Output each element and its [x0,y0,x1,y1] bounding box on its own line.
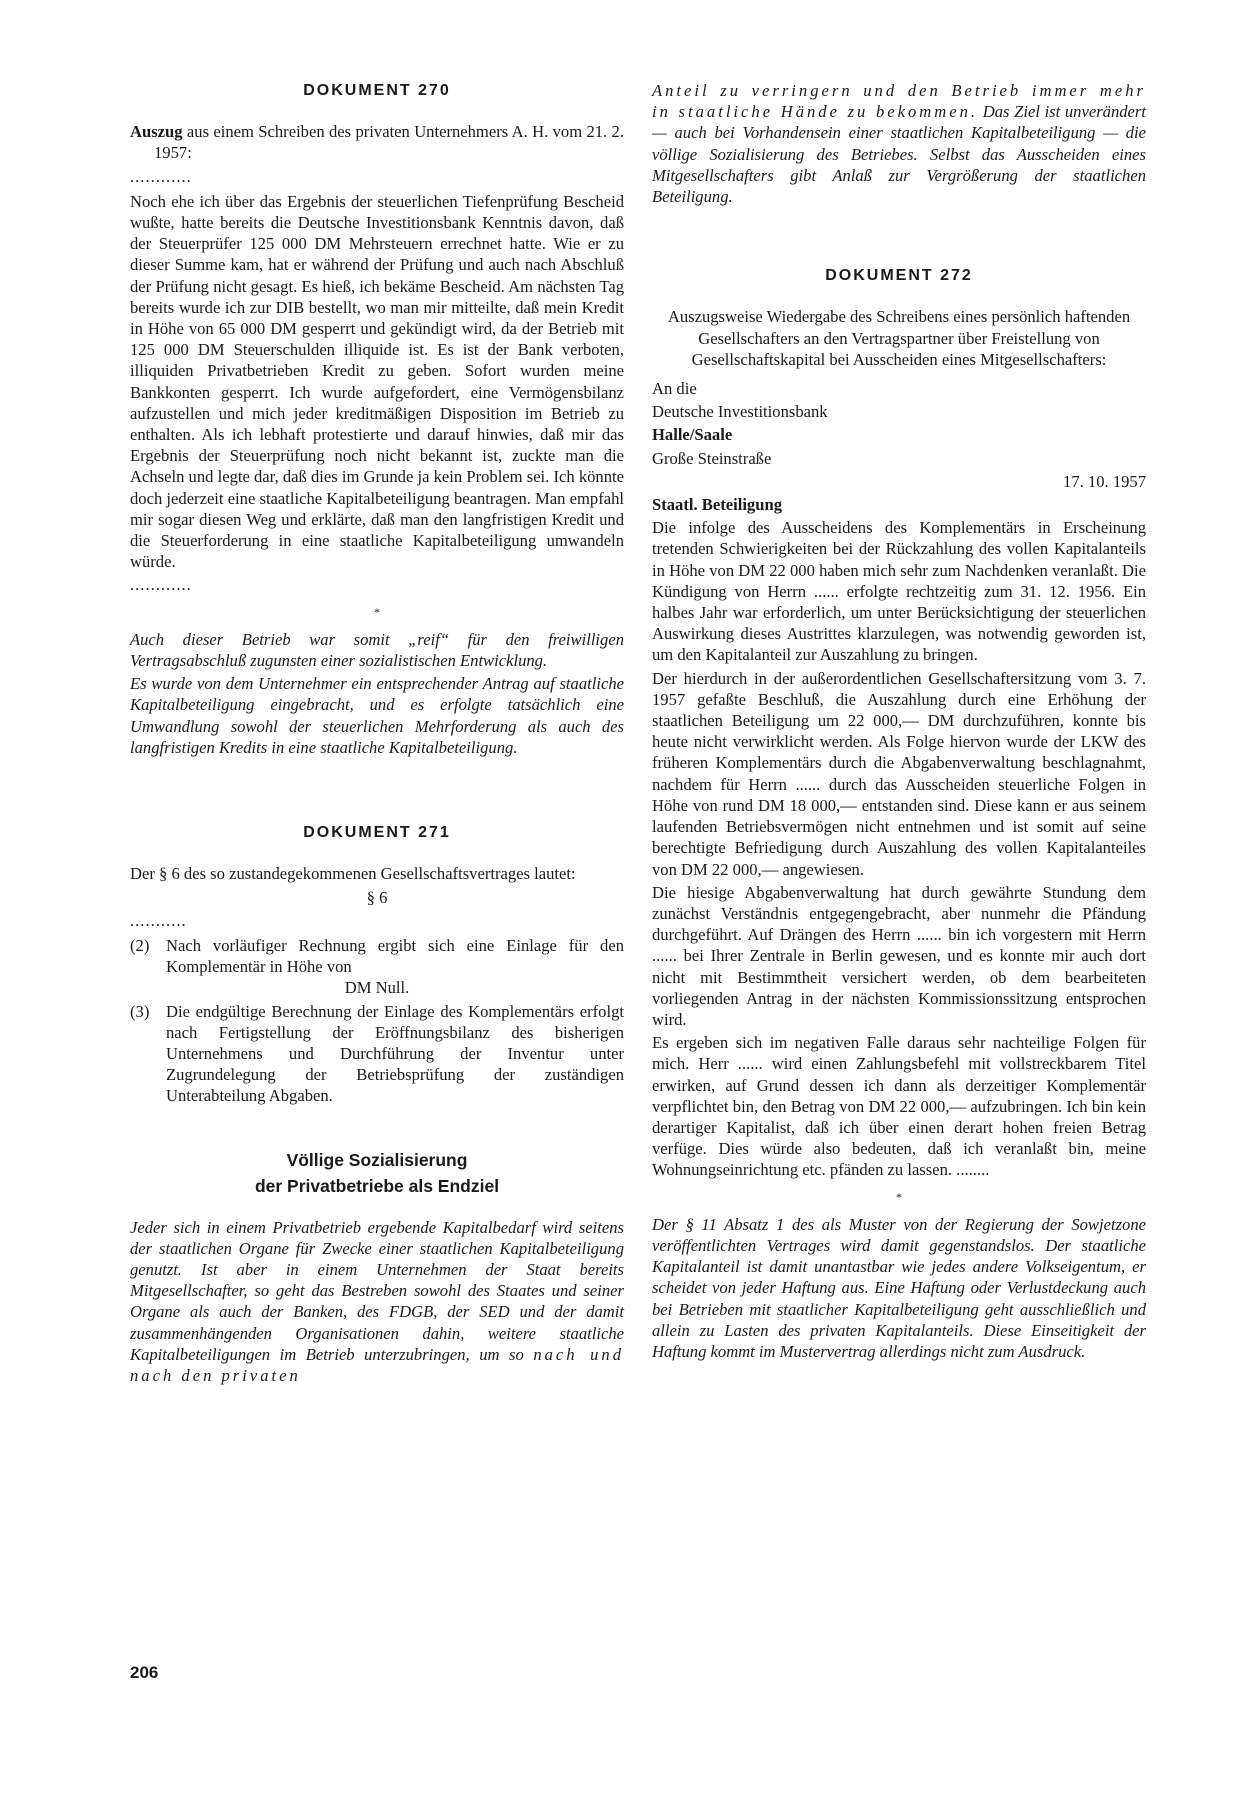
letter-paragraph-1: Die infolge des Ausscheidens des Komplementärs in Erscheinung tretenden Schwierigkeiten bei der Rückzahlung des vollen Kapitalanteils in Höhe von DM 22 000 haben mich sehr zum Nachdenken veranlaßt. Die Kündigung von Herrn ...... erfolgte rechtzeitig zum 31. 12. 1956. Ein halbes Jahr war erforderlich, um unter Berücksichtigung der steuerlichen Auswirkung dieses Austrittes klarzulegen, was notwendig geworden ist, um den Kapitalanteil zur Auszahlung zu bringen. [652,518,1146,665]
clause-2-value: DM Null. [344,978,410,998]
section-text-main: Jeder sich in einem Privatbetrieb ergebende Kapitalbedarf wird seitens der staatlichen Organe für Zwecke einer staatlichen Kapitalbeteiligung genutzt. Ist aber in einem Unternehmen der Staat bereits Mitgesellschafter, so geht das Bestreben sowohl des Staates und seiner Organe als auch der Banken, des FDGB, der SED und der damit zusammenhängenden Organisationen dahin, weitere staatliche Kapitalbeteiligungen im Betrieb unterzubringen, um so [130,1217,624,1364]
asterisk-separator: * [896,1189,902,1204]
clause-number: (3) [130,1001,150,1021]
clause-2 [130,935,624,977]
letter-date: 17. 10. 1957 [1063,471,1146,491]
doc271-intro: Der § 6 des so zustandegekommenen Gesellschaftsvertrages lautet: [130,864,576,884]
address-line-1: An die [652,379,697,399]
heading-dokument-272: DOKUMENT 272 [825,267,973,285]
doc270-comment-1: Auch dieser Betrieb war somit „reif“ für den freiwilligen Vertragsabschluß zugunsten einer sozialistischen Entwicklung. [130,629,624,671]
letter-subject: Staatl. Beteiligung [652,495,782,515]
doc272-comment: Der § 11 Absatz 1 des als Muster von der Regierung der Sowjetzone veröffentlichten Vertrages wird damit gegenstandslos. Der staatliche Kapitalanteil ist damit unantastbar wie jedes andere Volkseigentum, er scheidet von jeder Haftung aus. Eine Haftung oder Verlustdeckung auch bei Betrieben mit staatlicher Kapitalbeteiligung geht ausschließlich und allein zu Lasten des privaten Kapitalanteils. Diese Einseitigkeit der Haftung kommt im Mustervertrag allerdings nicht zum Ausdruck. [652,1214,1146,1361]
section-text [130,1217,624,1387]
clause-text: Nach vorläufiger Rechnung ergibt sich eine Einlage für den Komplementär in Höhe von [166,935,624,977]
address-line-3: Halle/Saale [652,425,733,445]
section-title [130,1147,624,1199]
continuation-rest: Das Ziel ist unverändert — auch bei Vorhandensein einer staatlichen Kapitalbeteiligung — die völlige Sozialisierung des Betriebes. Selbst das Ausscheiden eines Mitgesellschafters gibt Anlaß zur Vergrößerung der staatlichen Beteiligung. [652,102,1146,207]
paragraph-sign: § 6 [366,887,388,907]
ellipsis-dots: ............ [130,575,192,595]
letter-paragraph-4: Es ergeben sich im negativen Falle daraus sehr nachteilige Folgen für mich. Herr ...... wird einen Zahlungsbefehl mit vollstreckbarem Titel erwirken, auf Grund dessen ich dann als derzeitiger Komplementär verpflichtet bin, den Betrag von DM 22 000,— aufzubringen. Ich bin kein derartiger Kapitalist, daß ich über einen derart hohen freien Betrag verfüge. Dies würde also bedeuten, daß ich veranlaßt bin, meine Wohnungseinrichtung etc. pfänden zu lassen. ........ [652,1033,1146,1180]
doc270-body: Noch ehe ich über das Ergebnis der steuerlichen Tiefenprüfung Bescheid wußte, hatte bereits die Deutsche Investitionsbank Kenntnis davon, daß der Steuerprüfer 125 000 DM Mehrsteuern errechnet hatte. Wie er zu dieser Summe kam, hat er während der Prüfung und auch nach Abschluß der Prüfung nicht gesagt. Es hieß, ich bekäme Bescheid. Am nächsten Tag bereits wurde ich zur DIB bestellt, wo man mir mitteilte, daß mein Kredit in Höhe von 65 000 DM gesperrt und gekündigt wird, da der Betrieb mit 125 000 DM Steuerschulden illiquide ist. Es ist der Bank verboten, illiquiden Privatbetrieben Kredit zu geben. Sofort wurden meine Bankkonten gesperrt. Ich wurde aufgefordert, eine Vermögensbilanz aufzustellen und mich jeder kreditmäßigen Disposition im Betrieb zu enthalten. Als ich lebhaft protestierte und darauf hinwies, daß mir das Ergebnis der Steuerprüfung noch nicht bekannt ist, zuckte man die Achseln und legte dar, daß dies im Grunde ja kein Problem sei. Ich könnte doch jederzeit eine staatliche Kapitalbeteiligung beantragen. Man empfahl mir sogar diesen Weg und erklärte, daß man den langfristigen Kredit und die Steuerforderung in eine staatliche Kapitalbeteiligung umwandeln würde. [130,191,624,572]
page-number: 206 [130,1663,159,1682]
doc270-intro-bold: Auszug [130,122,183,142]
ellipsis-dots: ............ [130,166,192,186]
section-text-spaced: nach und nach den privaten [130,1344,624,1385]
left-column [130,80,624,1388]
doc270-intro-rest: aus einem Schreiben des privaten Unternehmers A. H. vom 21. 2. 1957: [154,122,624,163]
doc270-intro [130,121,624,163]
ellipsis-dots: ........... [130,910,187,930]
address-line-4: Große Steinstraße [652,448,772,468]
address-line-2: Deutsche Investitionsbank [652,402,828,422]
section-title-line-1: Völlige Sozialisierung [286,1149,468,1170]
letter-paragraph-2: Der hierdurch in der außerordentlichen Gesellschaftersitzung vom 3. 7. 1957 gefaßte Beschluß, die Auszahlung durch eine Erhöhung der staatlichen Beteiligung um 22 000,— DM durchzuführen, konnte bis heute nicht verwirklicht werden. Als Folge hiervon wurde der LKW des früheren Komplementärs durch die Abgabenverwaltung beschlagnahmt, nachdem für Herrn ...... durch das Ausscheiden steuerliche Folgen in Höhe von rund DM 18 000,— entstanden sind. Diese kann er aus seinem laufenden Betriebsvermögen nicht entnehmen und ist somit auf seine berechtigte Befriedigung durch Auszahlung des vollen Kapitalanteiles von DM 22 000,— angewiesen. [652,668,1146,879]
clause-3 [130,1001,624,1107]
doc270-comment-2: Es wurde von dem Unternehmer ein entsprechender Antrag auf staatliche Kapitalbeteiligung eingebracht, und es erfolgte tatsächlich eine Umwandlung sowohl der steuerlichen Mehrforderung als auch des langfristigen Kredits in eine staatliche Kapitalbeteiligung. [130,674,624,757]
doc272-intro: Auszugsweise Wiedergabe des Schreibens eines persönlich haftenden Gesellschafters an den Vertragspartner über Freistellung von Gesellschaftskapital bei Ausscheiden eines Mitgesellschafters: [667,307,1131,369]
clause-number: (2) [130,935,150,955]
letter-paragraph-3: Die hiesige Abgabenverwaltung hat durch gewährte Stundung dem zunächst Verständnis entgegengebracht, aber nunmehr die Pfändung durchgeführt. Auf Drängen des Herrn ...... bin ich vorgestern mit Herrn ...... bei Ihrer Zentrale in Berlin gewesen, und es konnte mir auch dort nicht mit Bestimmtheit versichert werden, ob dem bearbeiteten vorliegenden Antrag in der nächsten Kommissionssitzung entsprochen wird. [652,882,1146,1029]
heading-dokument-271: DOKUMENT 271 [303,824,451,842]
heading-dokument-270: DOKUMENT 270 [303,82,451,99]
section-title-line-2: der Privatbetriebe als Endziel [254,1175,500,1196]
continuation-spaced: Anteil zu verringern und den Betrieb immer mehr in staatliche Hände zu bekommen. [652,81,1146,122]
clause-text: Die endgültige Berechnung der Einlage des Komplementärs erfolgt nach Fertigstellung der Eröffnungsbilanz des bisherigen Unternehmens und Durchführung der Inventur unter Zugrundelegung der Betriebsprüfung der zuständigen Unterabteilung Abgaben. [166,1001,624,1106]
asterisk-separator: * [374,604,380,619]
right-column [652,80,1146,1364]
continuation-text [652,80,1146,207]
